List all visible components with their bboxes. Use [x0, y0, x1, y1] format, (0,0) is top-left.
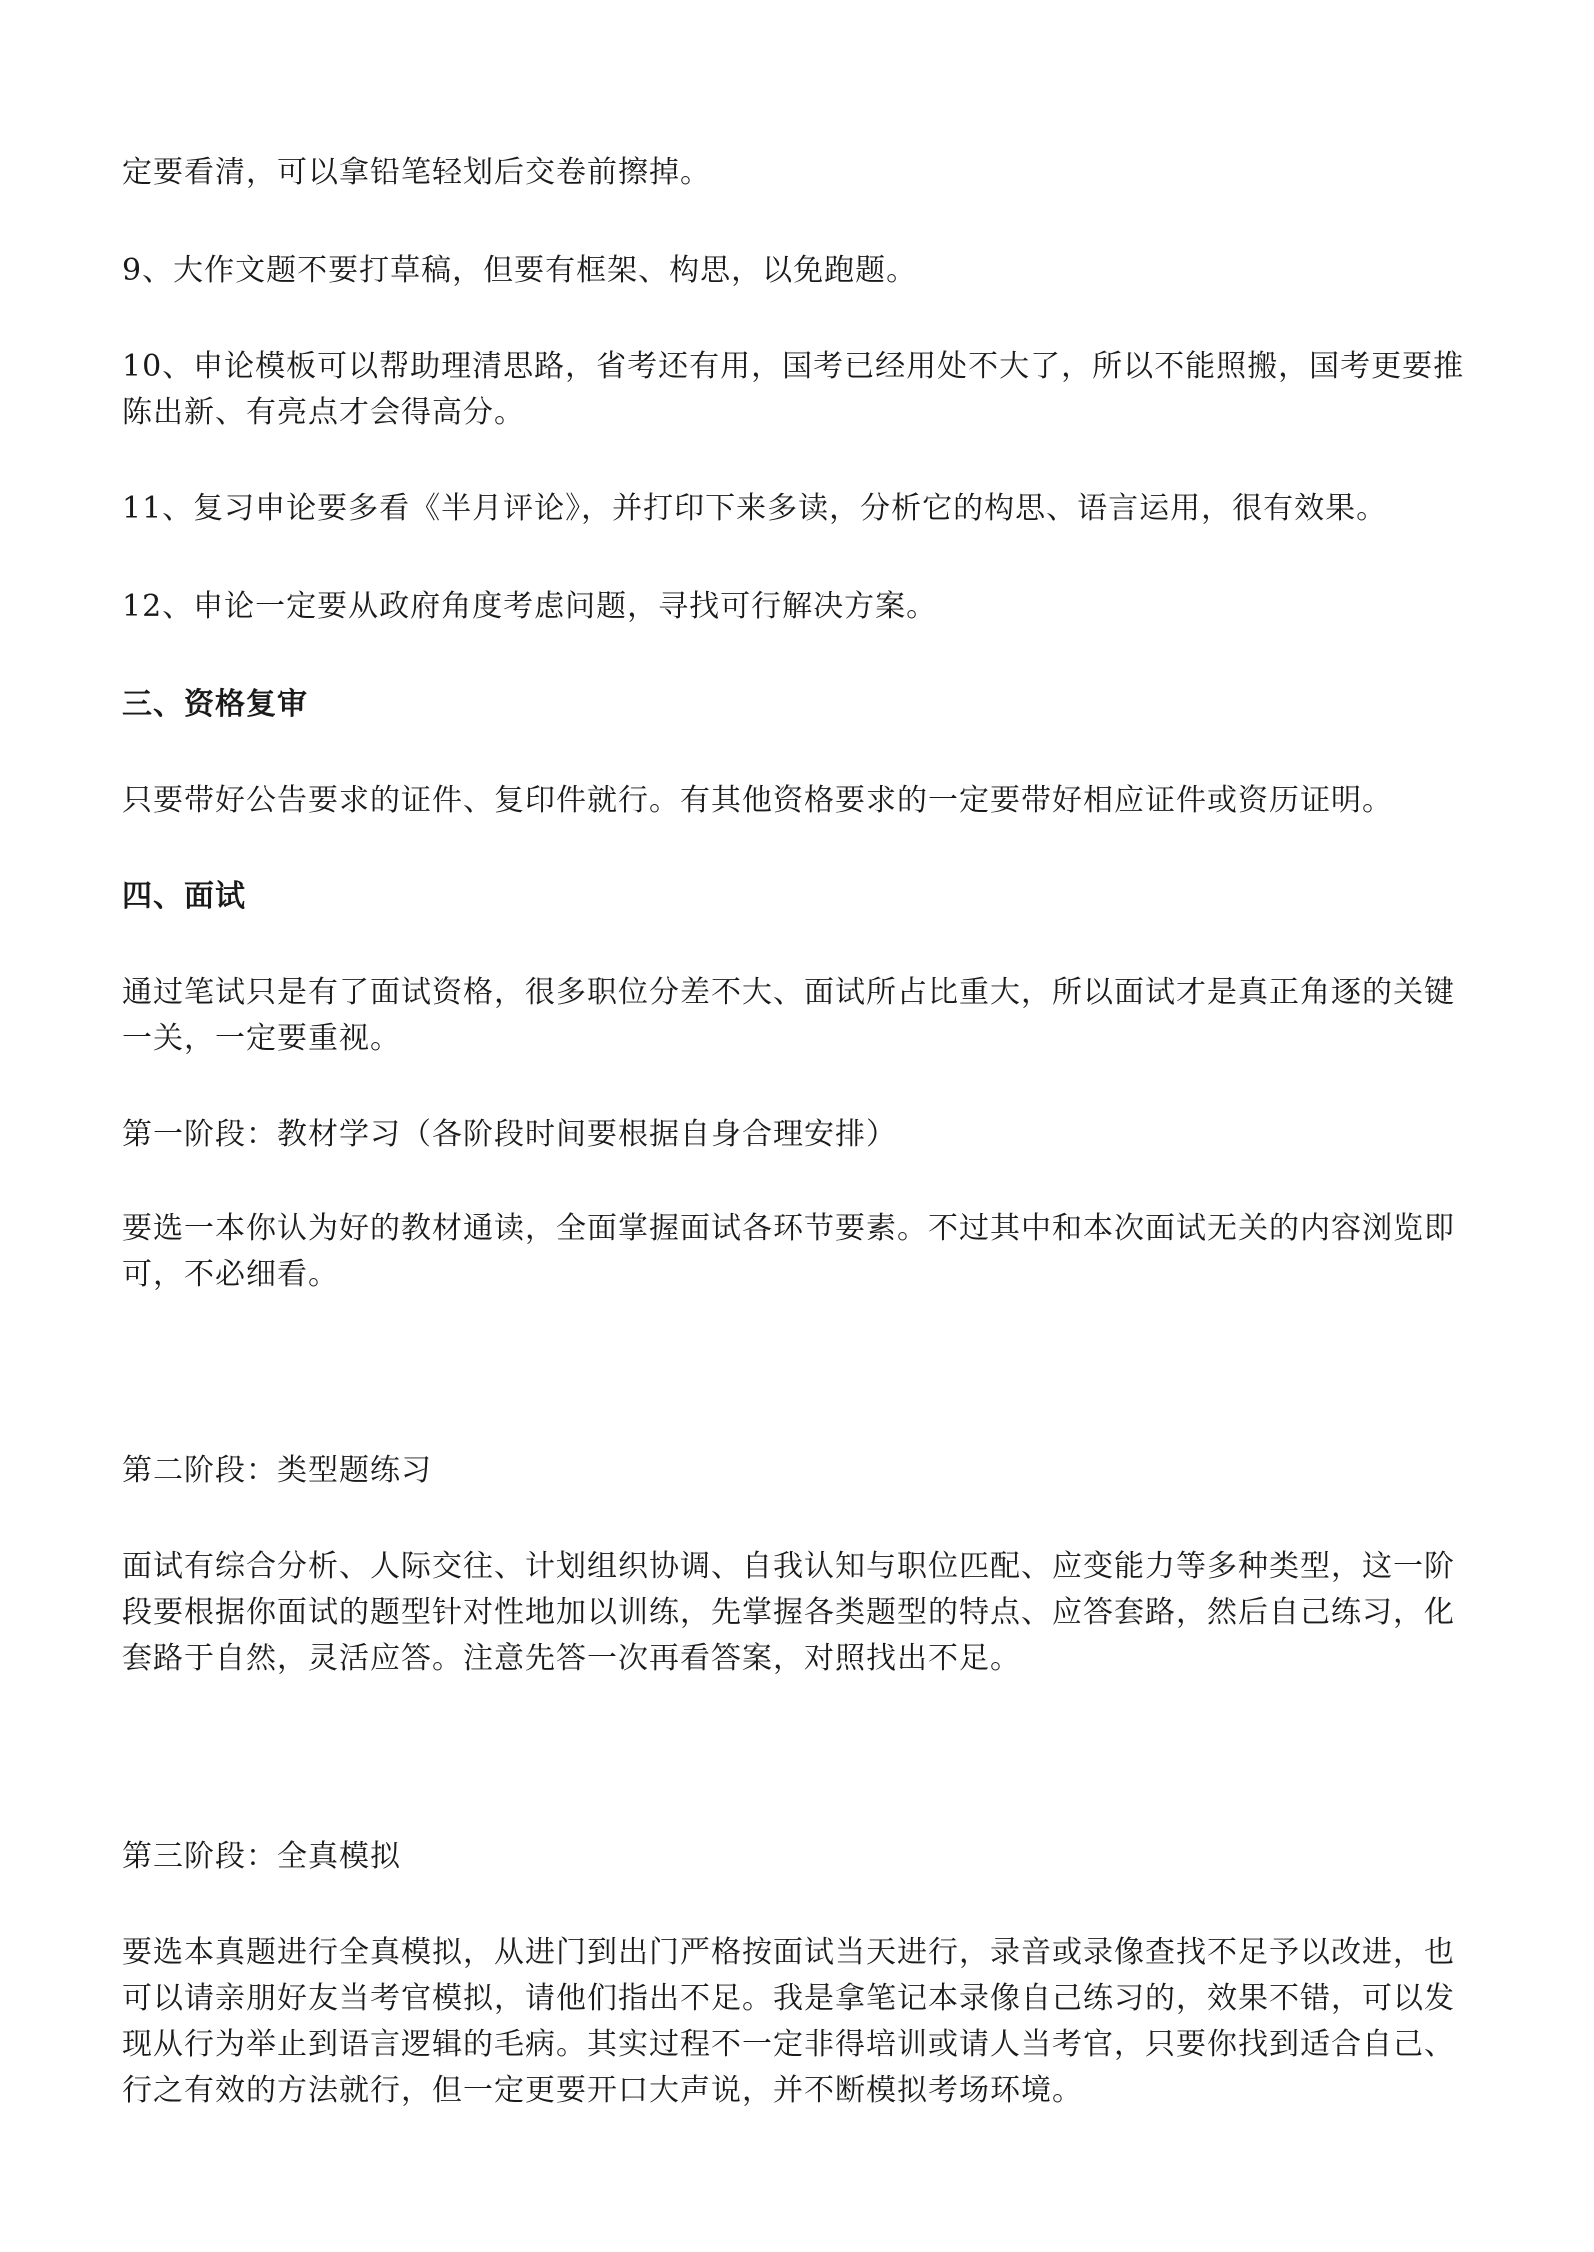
qualification-paragraph	[122, 778, 1482, 824]
text-line: 只要带好公告要求的证件、复印件就行。有其他资格要求的一定要带好相应证件或资历证明。	[122, 783, 1393, 818]
text-line: 9、大作文题不要打草稿，但要有框架、构思，以免跑题。	[122, 253, 918, 288]
text-line: 10、申论模板可以帮助理清思路，省考还有用，国考已经用处不大了，所以不能照搬，国考更要推	[122, 349, 1465, 384]
text-line: 现从行为举止到语言逻辑的毛病。其实过程不一定非得培训或请人当考官，只要你找到适合自己、	[122, 2027, 1455, 2062]
text-line: 面试有综合分析、人际交往、计划组织协调、自我认知与职位匹配、应变能力等多种类型，这一阶	[122, 1549, 1455, 1584]
text-line: 陈出新、有亮点才会得高分。	[122, 395, 525, 430]
text-line: 定要看清，可以拿铅笔轻划后交卷前擦掉。	[122, 155, 711, 190]
stage-1-paragraph	[122, 1206, 1482, 1298]
text-line: 第三阶段：全真模拟	[122, 1839, 401, 1874]
tip-11	[122, 486, 1482, 532]
text-line: 通过笔试只是有了面试资格，很多职位分差不大、面试所占比重大，所以面试才是真正角逐的关键	[122, 975, 1455, 1010]
text-line: 行之有效的方法就行，但一定更要开口大声说，并不断模拟考场环境。	[122, 2073, 1083, 2108]
text-line: 可，不必细看。	[122, 1257, 339, 1292]
paragraph-continuation	[122, 150, 1482, 196]
text-line: 段要根据你面试的题型针对性地加以训练，先掌握各类题型的特点、应答套路，然后自己练习，化	[122, 1595, 1455, 1630]
text-line: 三、资格复审	[122, 687, 308, 722]
tip-12	[122, 584, 1482, 630]
stage-2-paragraph	[122, 1544, 1482, 1682]
text-line: 第二阶段：类型题练习	[122, 1453, 432, 1488]
text-line: 套路于自然，灵活应答。注意先答一次再看答案，对照找出不足。	[122, 1641, 1021, 1676]
text-line: 要选一本你认为好的教材通读，全面掌握面试各环节要素。不过其中和本次面试无关的内容浏览即	[122, 1211, 1455, 1246]
tip-10	[122, 344, 1482, 436]
section-heading-interview	[122, 874, 1482, 920]
text-line: 11、复习申论要多看《半月评论》，并打印下来多读，分析它的构思、语言运用，很有效果。	[122, 491, 1388, 526]
interview-intro-paragraph	[122, 970, 1482, 1062]
text-line: 可以请亲朋好友当考官模拟，请他们指出不足。我是拿笔记本录像自己练习的，效果不错，可以发	[122, 1981, 1455, 2016]
text-line: 12、申论一定要从政府角度考虑问题，寻找可行解决方案。	[122, 589, 938, 624]
text-line: 要选本真题进行全真模拟，从进门到出门严格按面试当天进行，录音或录像查找不足予以改进，也	[122, 1935, 1455, 1970]
stage-1-heading	[122, 1112, 1482, 1158]
stage-3-paragraph	[122, 1930, 1482, 2114]
stage-2-heading	[122, 1448, 1482, 1494]
text-line: 四、面试	[122, 879, 246, 914]
section-heading-qualification	[122, 682, 1482, 728]
text-line: 第一阶段：教材学习（各阶段时间要根据自身合理安排）	[122, 1117, 897, 1152]
stage-3-heading	[122, 1834, 1482, 1880]
tip-9	[122, 248, 1482, 294]
text-line: 一关，一定要重视。	[122, 1021, 401, 1056]
